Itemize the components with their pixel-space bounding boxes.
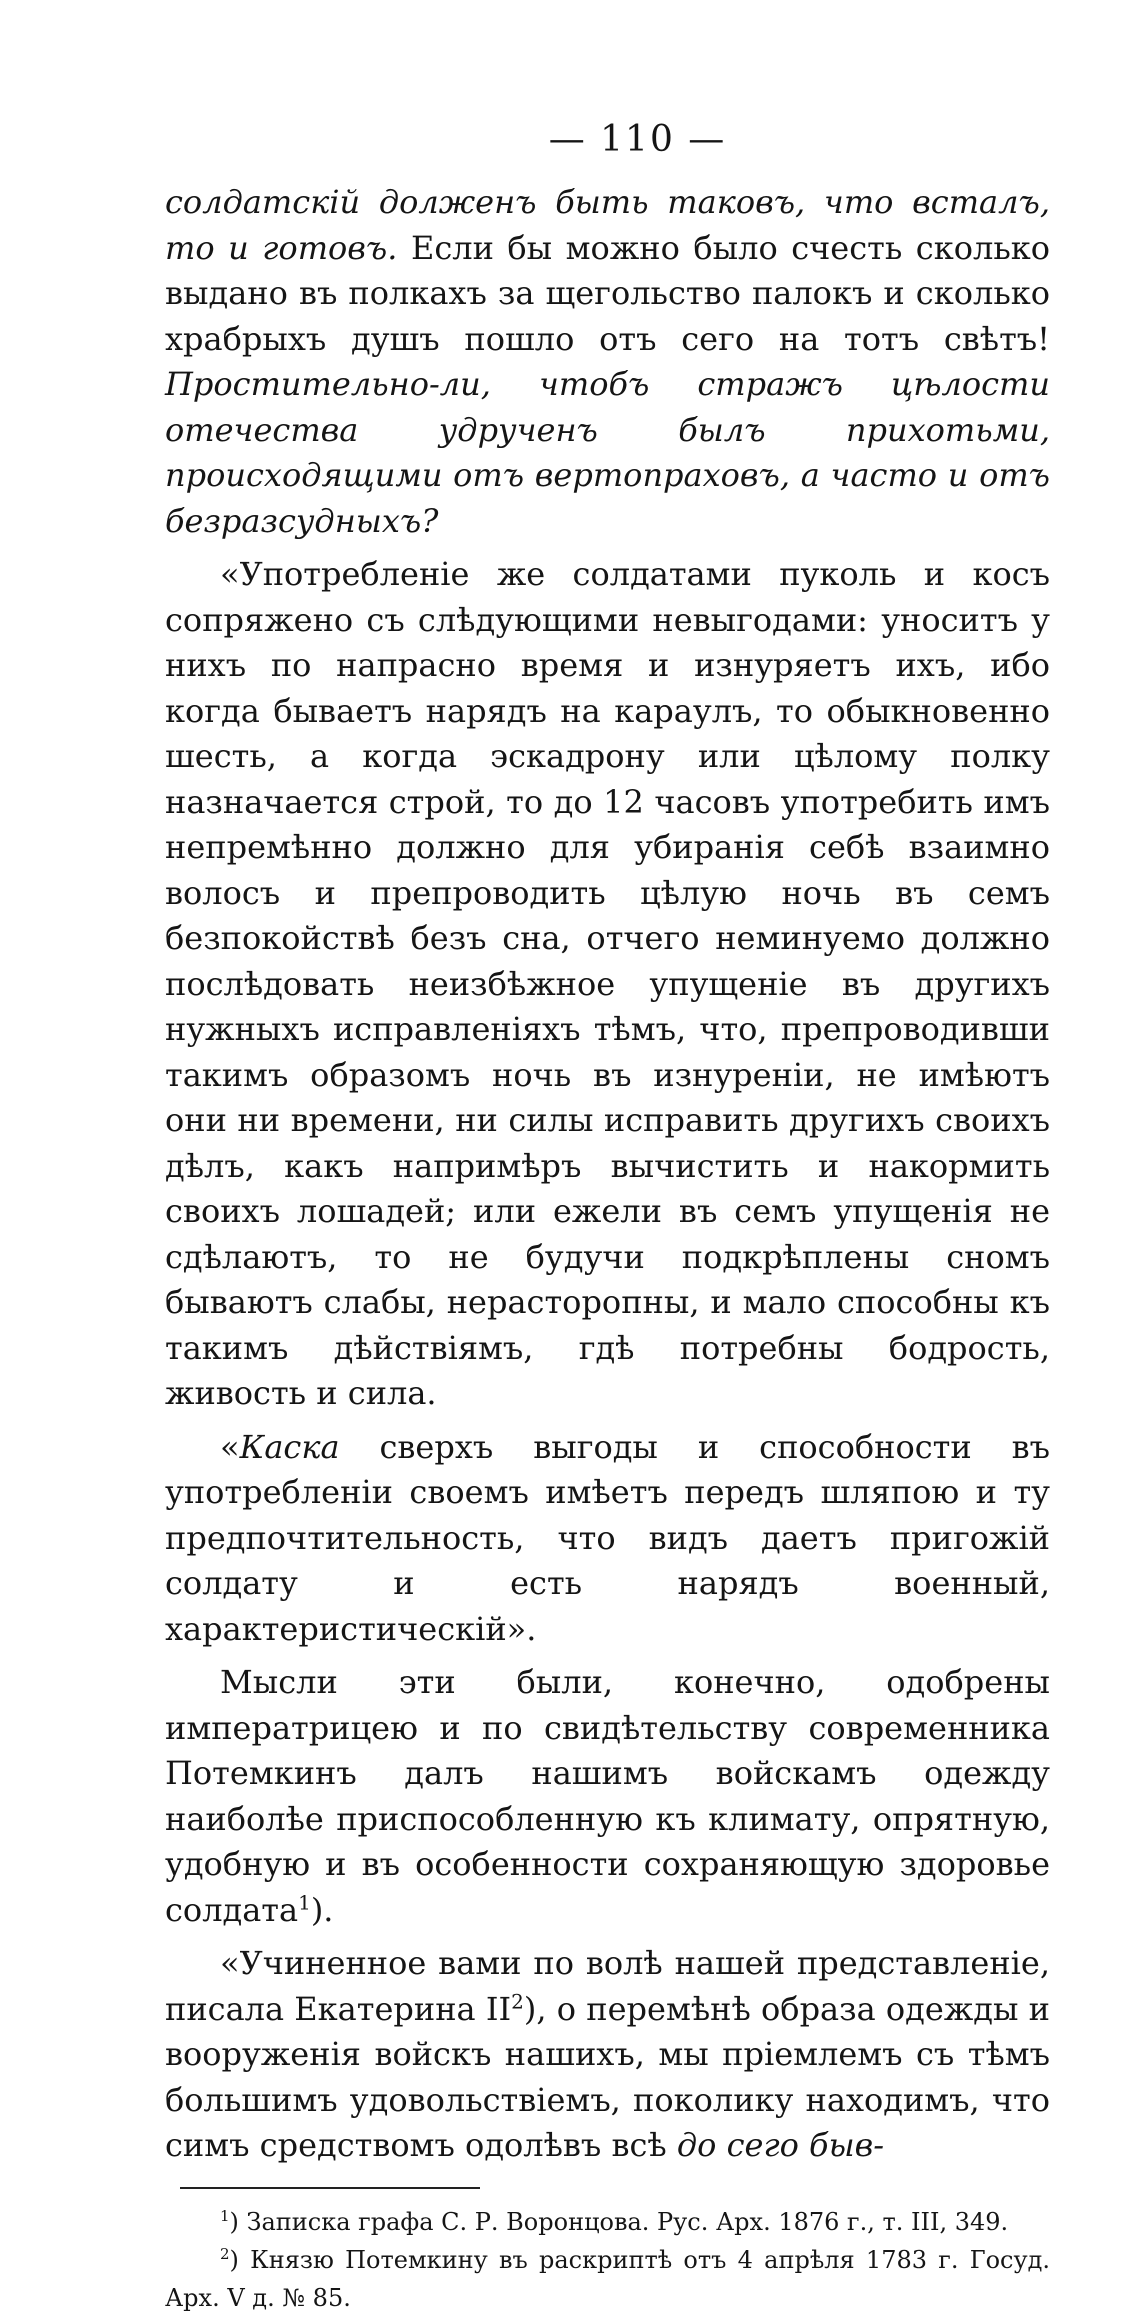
body-text [165, 180, 1050, 2169]
book-page [165, 100, 1050, 2317]
text-span: «Употребленіе же солдатами пуколь и косъ сопряжено съ слѣдующими невыгодами: уноситъ у нихъ по напрасно время и изнуряетъ ихъ, ибо когда бываетъ нарядъ на караулъ, то обыкновенно шесть, а когда эскадрону или цѣлому полку назначается строй, то до 12 часовъ употребить имъ непремѣнно должно для убиранія себѣ взаимно волосъ и препроводить цѣлую ночь въ семъ безпокойствѣ безъ сна, отчего неминуемо должно послѣдовать неизбѣжное упущеніе въ другихъ нужныхъ исправленіяхъ тѣмъ, что, препроводивши такимъ образомъ ночь въ изнуреніи, не имѣютъ они ни времени, ни силы исправить другихъ своихъ дѣлъ, какъ напримѣръ вычистить и накормить своихъ лошадей; или ежели въ семъ упущенія не сдѣлаютъ, то не будучи подкрѣплены сномъ бываютъ слабы, нерасторопны, и мало способны къ такимъ дѣйствіямъ, гдѣ потребны бодрость, живость и сила. [165, 555, 1050, 1412]
text-span: ). [310, 1890, 334, 1929]
footnote-mark: 2 [220, 2244, 230, 2263]
paragraph [165, 180, 1050, 544]
text-italic: солдатскій долженъ быть таковъ, что всталъ, то и готовъ. [165, 183, 1050, 267]
paragraph [165, 1941, 1050, 2169]
page-number: — 110 — [548, 119, 727, 160]
footnote-text: ) Князю Потемкину въ раскриптѣ отъ 4 апрѣля 1783 г. Госуд. Арх. V д. № 85. [165, 2245, 1050, 2312]
text-span: сверхъ выгоды и способности въ употребленіи своемъ имѣетъ передъ шляпою и ту предпочтительность, что видъ даетъ пригожій солдату и есть нарядъ военный, характеристическій». [165, 1427, 1050, 1648]
text-span: «Учиненное вами по волѣ нашей представленіе, писала Екатерина II [165, 1944, 1050, 2028]
text-span: « [220, 1427, 240, 1466]
footnote [165, 2203, 1050, 2241]
text-italic: Каска [239, 1427, 340, 1466]
text-span: Мысли эти были, конечно, одобрены императрицею и по свидѣтельству современника Потемкинъ далъ нашимъ войскамъ одежду наиболѣе приспособленную къ климату, опрятную, удобную и въ особенности сохраняющую здоровье солдата [165, 1663, 1050, 1929]
text-italic: до сего быв- [676, 2126, 885, 2164]
paragraph [165, 1660, 1050, 1933]
paragraph [165, 1425, 1050, 1653]
footnote-reference: 2 [511, 1988, 524, 2013]
footnote-divider [180, 2187, 480, 2189]
text-italic: Простительно-ли, чтобъ стражъ цѣлости отечества удрученъ былъ прихотьми, происходящими отъ вертопраховъ, а часто и отъ безразсудныхъ? [165, 365, 1050, 540]
text-span: Если бы можно было счесть сколько выдано въ полкахъ за щегольство палокъ и сколько храбрыхъ душъ пошло отъ сего на тотъ свѣтъ! [165, 228, 1051, 358]
footnote [165, 2241, 1050, 2317]
text-span: ), о перемѣнѣ образа одежды и вооруженія войскъ нашихъ, мы пріемлемъ съ тѣмъ большимъ удовольствіемъ, поколику находимъ, что симъ средствомъ одолѣвъ всѣ [165, 1989, 1051, 2164]
paragraph [165, 552, 1050, 1417]
footnote-reference: 1 [298, 1889, 311, 1914]
footnote-mark: 1 [220, 2206, 230, 2225]
footnotes [165, 2203, 1050, 2317]
footnote-text: ) Записка графа С. Р. Воронцова. Рус. Арх. 1876 г., т. III, 349. [229, 2207, 1009, 2236]
